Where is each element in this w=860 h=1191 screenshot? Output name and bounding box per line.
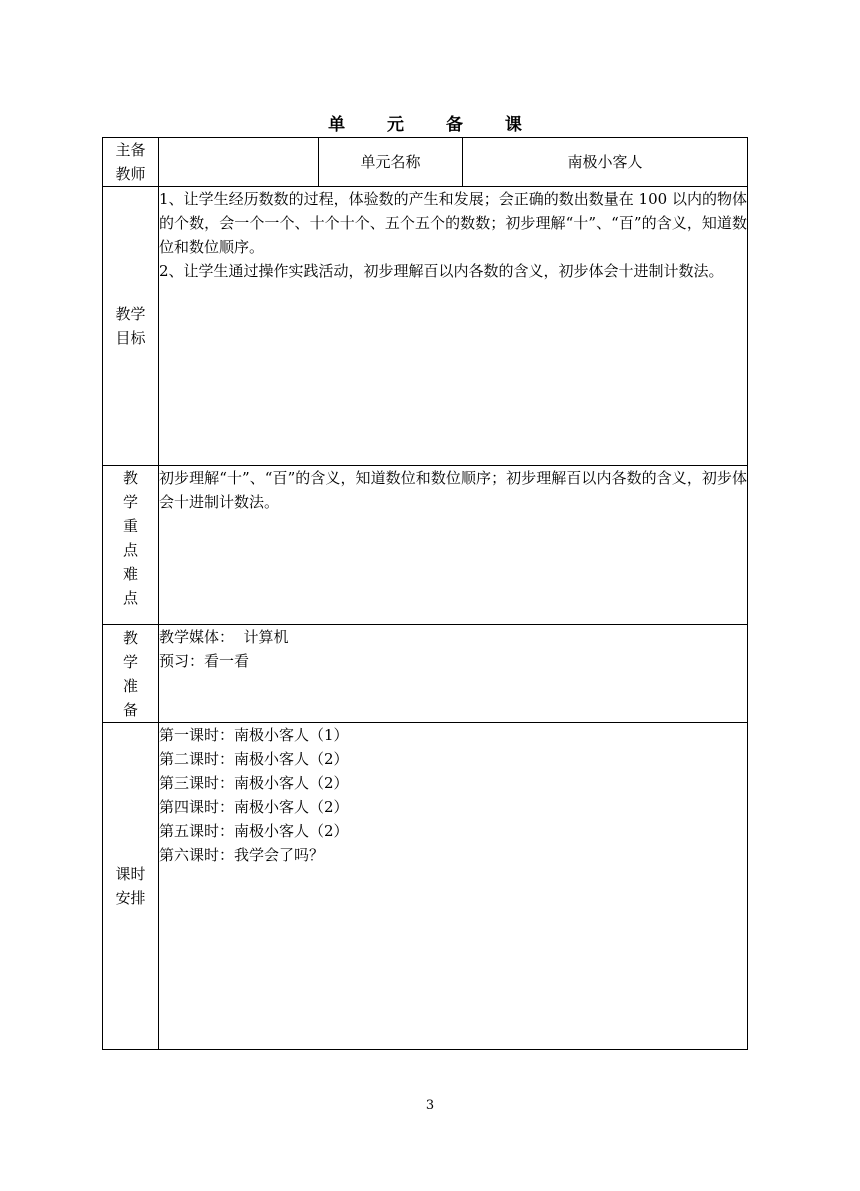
preparation-label-char: 准 [122, 677, 138, 695]
schedule-line: 第五课时：南极小客人（2） [159, 822, 349, 840]
teacher-value-cell [159, 138, 319, 187]
key-points-label-char: 难 [122, 565, 138, 583]
teacher-label-line2: 教师 [115, 165, 146, 183]
schedule-label-line1: 课时 [115, 865, 146, 883]
preparation-label-cell [103, 625, 159, 723]
objective-paragraph-1: 1、让学生经历数数的过程，体验数的产生和发展；会正确的数出数量在 100 以内的物体的个数，会一个一个、十个十个、五个五个的数数；初步理解“十”、“百”的含义，知道数位和数位顺序。 [159, 190, 747, 256]
unit-name-value: 南极小客人 [463, 138, 748, 187]
key-points-label-char: 学 [122, 493, 138, 511]
key-points-label-cell [103, 466, 159, 625]
schedule-line: 第一课时：南极小客人（1） [159, 726, 349, 744]
key-points-label-char: 点 [122, 541, 138, 559]
preparation-preview-line: 预习：看一看 [159, 652, 250, 670]
teacher-label-cell [103, 138, 159, 187]
schedule-row [103, 723, 748, 1050]
teacher-label-line1: 主备 [115, 141, 146, 159]
objective-paragraph-2: 2、让学生通过操作实践活动，初步理解百以内各数的含义，初步体会十进制计数法。 [159, 262, 724, 280]
unit-name-label: 单元名称 [319, 138, 463, 187]
preparation-content [159, 625, 748, 723]
header-row [103, 138, 748, 187]
key-points-label-char: 点 [122, 589, 138, 607]
schedule-line: 第二课时：南极小客人（2） [159, 750, 349, 768]
schedule-label-line2: 安排 [115, 889, 146, 907]
schedule-line: 第三课时：南极小客人（2） [159, 774, 349, 792]
page-title: 单 元 备 课 [328, 115, 540, 135]
key-points-label-char: 教 [122, 469, 138, 487]
key-points-row [103, 466, 748, 625]
preparation-label-char: 教 [122, 629, 138, 647]
objectives-label-line1: 教学 [115, 305, 146, 323]
preparation-label-char: 备 [122, 701, 138, 719]
page-number: 3 [425, 1098, 435, 1113]
key-points-label-char: 重 [122, 517, 138, 535]
schedule-content [159, 723, 748, 1050]
lesson-plan-table [102, 137, 748, 1050]
preparation-row [103, 625, 748, 723]
schedule-line: 第四课时：南极小客人（2） [159, 798, 349, 816]
schedule-line: 第六课时：我学会了吗？ [159, 846, 325, 864]
preparation-media-line: 教学媒体： 计算机 [159, 628, 289, 646]
key-points-content: 初步理解“十”、“百”的含义，知道数位和数位顺序；初步理解百以内各数的含义，初步体会十进制计数法。 [159, 466, 748, 625]
objectives-row [103, 187, 748, 466]
objectives-content [159, 187, 748, 466]
schedule-label-cell [103, 723, 159, 1050]
preparation-label-char: 学 [122, 653, 138, 671]
objectives-label-line2: 目标 [115, 329, 146, 347]
objectives-label-cell [103, 187, 159, 466]
